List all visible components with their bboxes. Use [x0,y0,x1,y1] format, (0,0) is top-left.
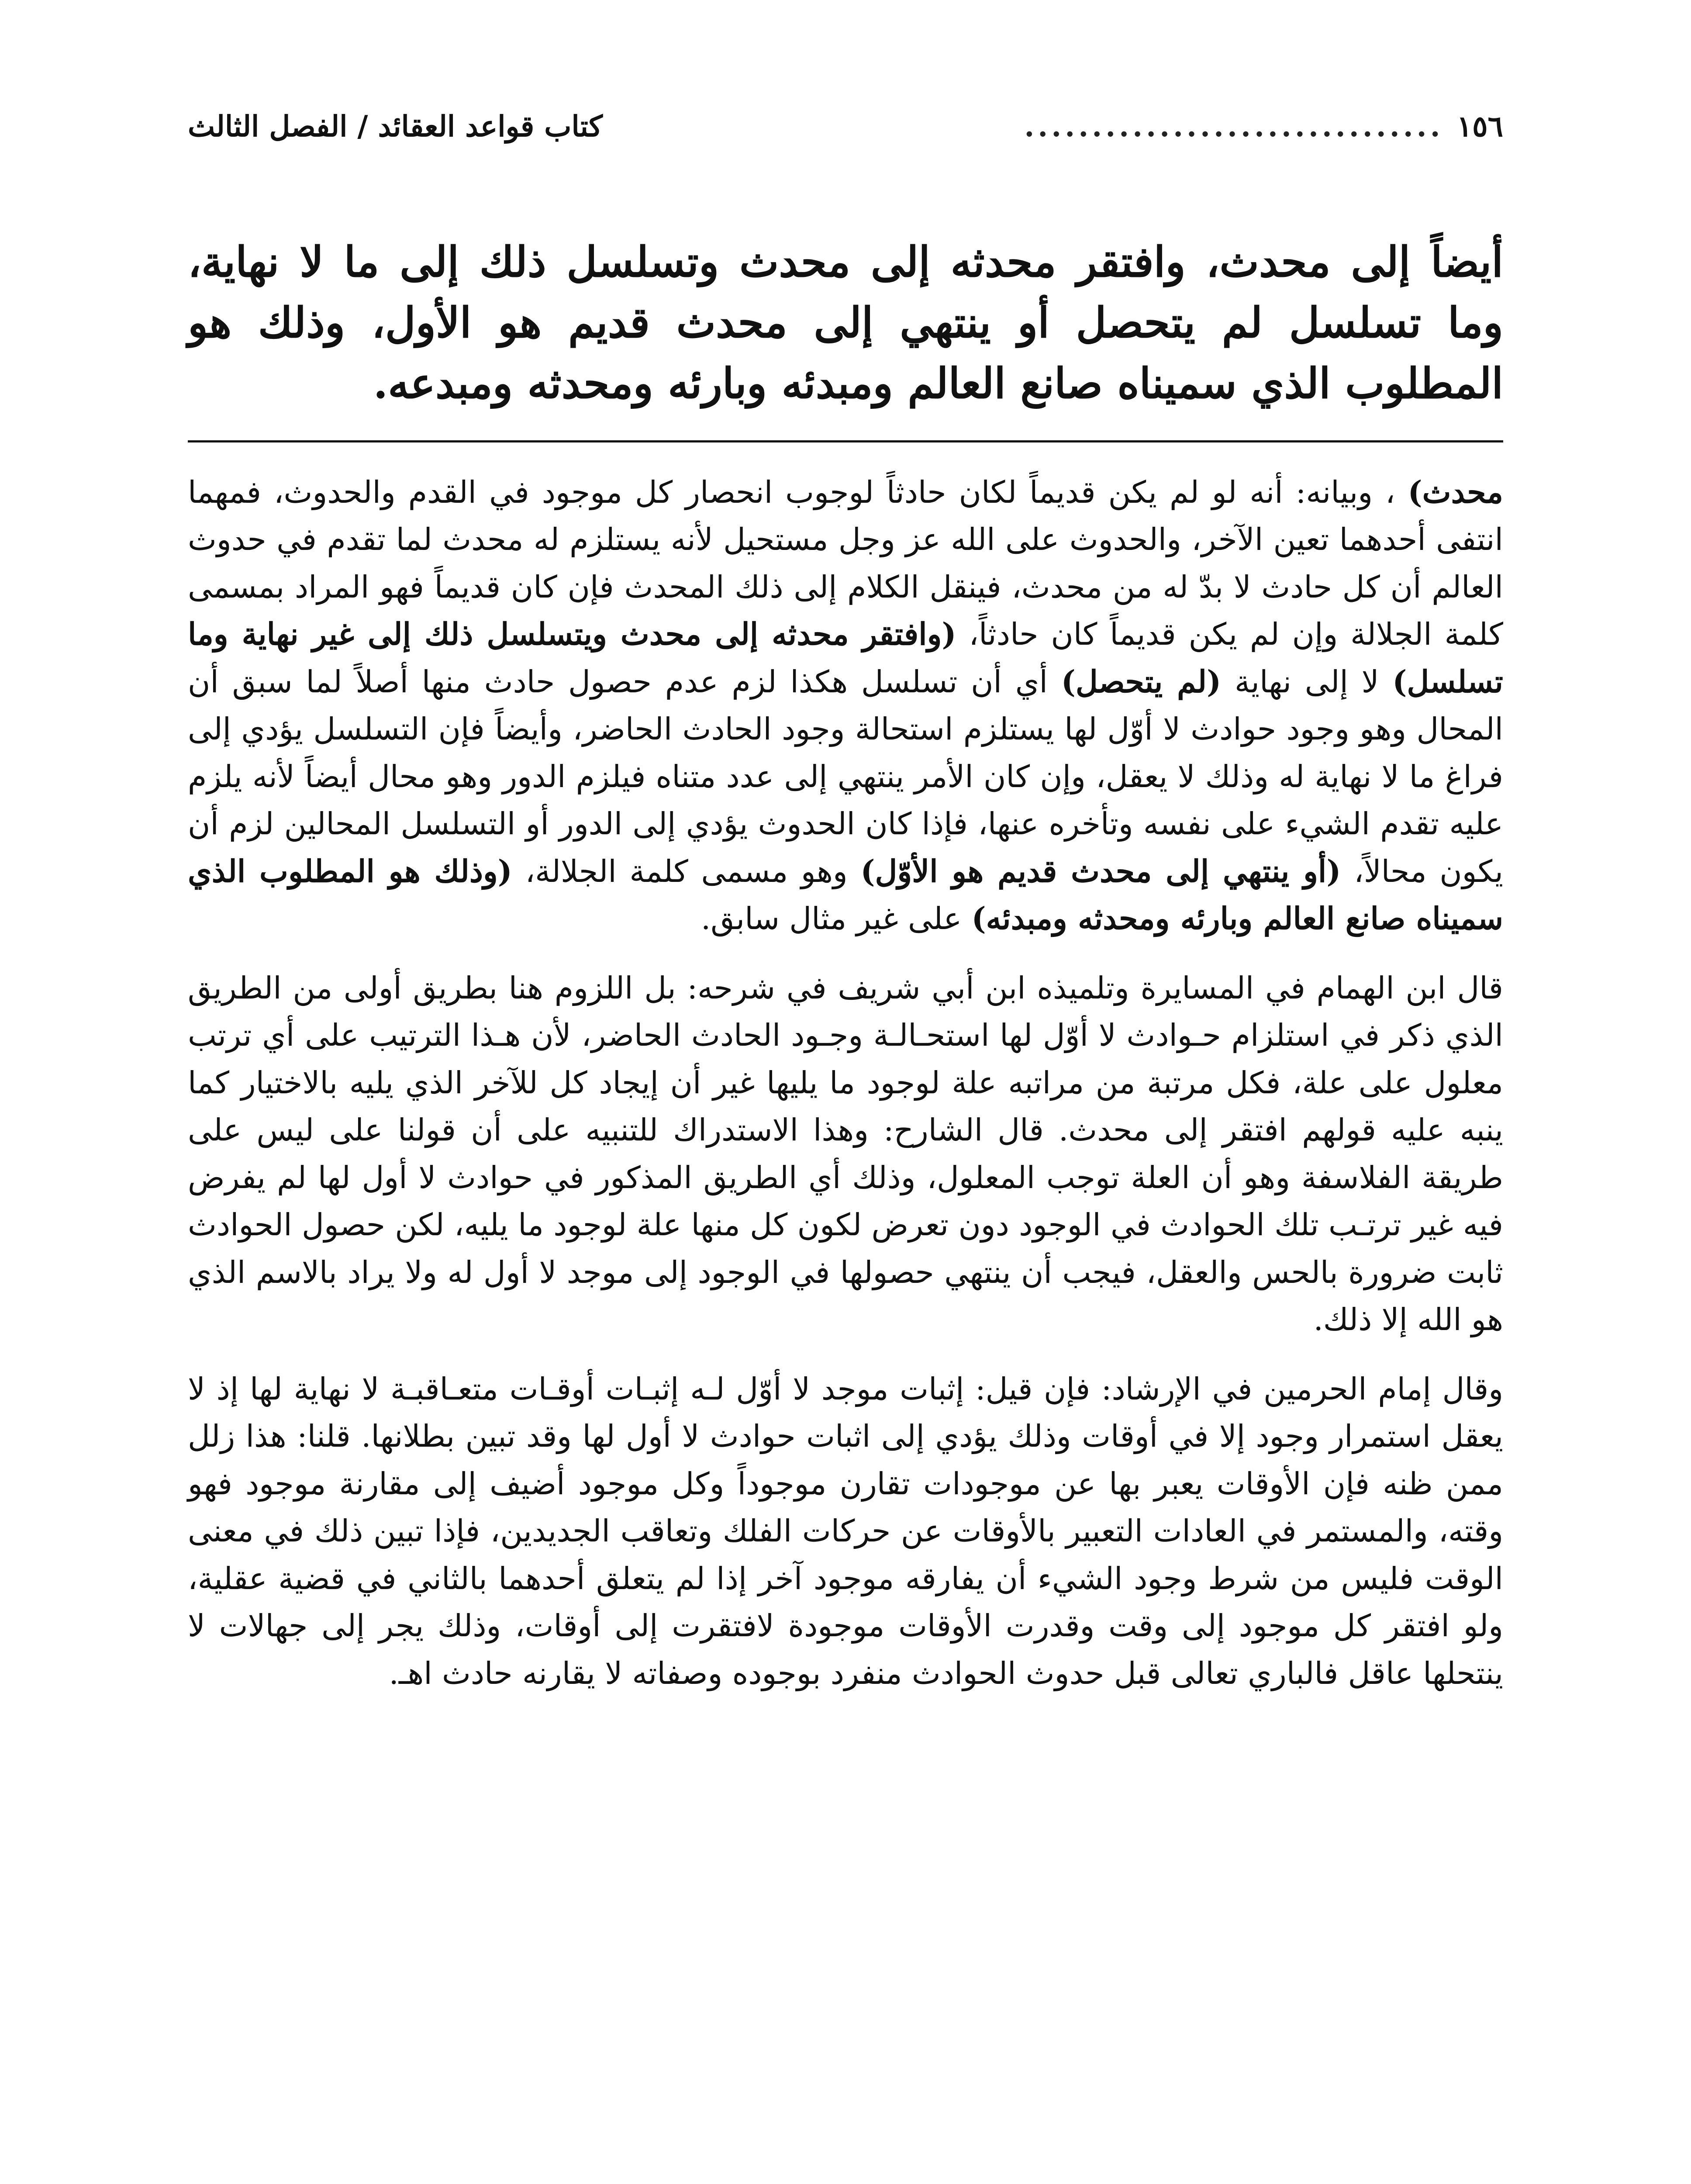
commentary-paragraph-2: قال ابن الهمام في المسايرة وتلميذه ابن أبي شريف في شرحه: بل اللزوم هنا بطريق أولى من الطريق الذي ذكر في استلزام حـوادث لا أوّل لها استحـالـة وجـود الحادث الحاضر، لأن هـذا الترتيب على أي ترتب معلول على علة، فكل مرتبة من مراتبه علة لوجود ما يليها غير أن إيجاد كل للآخر الذي يليه بالاختيار كما ينبه عليه قولهم افتقر إلى محدث. قال الشارح: وهذا الاستدراك للتنبيه على أن قولنا على ليس على طريقة الفلاسفة وهو أن العلة توجب المعلول، وذلك أي الطريق المذكور في حوادث لا أول لها لم يفرض فيه غير ترتـب تلك الحوادث في الوجود دون تعرض لكون كل منها علة لوجود ما يليه، لكن حصول الحوادث ثابت ضرورة بالحس والعقل، فيجب أن ينتهي حصولها في الوجود إلى موجد لا أول له ولا يراد بالاسم الذي هو الله إلا ذلك. [188,970,1503,1338]
commentary-paragraph-3: وقال إمام الحرمين في الإرشاد: فإن قيل: إثبات موجد لا أوّل لـه إثبـات أوقـات متعـاقبـة لا نهاية لها إذ لا يعقل استمرار وجود إلا في أوقات وذلك يؤدي إلى اثبات حوادث لا أول لها وقد تبين بطلانها. قلنا: هذا زلل ممن ظنه فإن الأوقات يعبر بها عن موجودات تقارن موجوداً وكل موجود أضيف إلى مقارنة موجود فهو وقته، والمستمر في العادات التعبير بالأوقات عن حركات الفلك وتعاقب الجديدين، فإذا تبين ذلك في معنى الوقت فليس من شرط وجود الشيء أن يفارقه موجود آخر إذا لم يتعلق أحدهما بالثاني في قضية عقلية، ولو افتقر كل موجود إلى وقت وقدرت الأوقات موجودة لافتقرت إلى أوقات، وذلك يجر إلى جهالات لا ينتحلها عاقل فالباري تعالى قبل حدوث الحوادث منفرد بوجوده وصفاته لا يقارنه حادث اهـ. [188,1371,1503,1691]
commentary-text: ، وبيانه: أنه لو لم يكن قديماً لكان حادثاً لوجوب انحصار كل موجود في القدم والحدوث، فمهما انتفى أحدهما تعين الآخر، والحدوث على الله عز وجل مستحيل لأنه يستلزم له محدث لما تقدم في حدوث العالم أن كل حادث لا بدّ له من محدث، فينقل الكلام إلى ذلك المحدث فإن كان قديماً فهو المراد بمسمى كلمة الجلالة وإن لم يكن قديماً كان حادثاً، [188,474,1503,653]
commentary [188,469,1503,1697]
page-number: ١٥٦ [1456,109,1503,143]
commentary-text: وهو مسمى كلمة الجلالة، [525,853,848,889]
commentary-text: على غير مثال سابق. [701,901,962,937]
book-chapter-title: كتاب قواعد العقائد / الفصل الثالث [188,109,603,143]
quoted-text: (وذلك هو المطلوب الذي سميناه صانع العالم وبارئه ومحدثه ومبدئه) [188,853,1503,937]
quoted-text: (لم يتحصل) [1061,663,1222,700]
main-text: أيضاً إلى محدث، وافتقر محدثه إلى محدث وتسلسل ذلك إلى ما لا نهاية، وما تسلسل لم يتحصل أو ينتهي إلى محدث قديم هو الأول، وذلك هو المطلوب الذي سميناه صانع العالم ومبدئه وبارئه ومحدثه ومبدعه. [188,237,1503,408]
quoted-text: (أو ينتهي إلى محدث قديم هو الأوّل) [860,853,1341,889]
running-header [188,109,1503,170]
commentary-text: أي أن تسلسل هكذا لزم عدم حصول حادث منها أصلاً لما سبق أن المحال وهو وجود حوادث لا أوّل لها يستلزم استحالة وجود الحادث الحاضر، وأيضاً فإن التسلسل يؤدي إلى فراغ ما لا نهاية له وذلك لا يعقل، وإن كان الأمر ينتهي إلى عدد متناه فيلزم الدور وهو محال أيضاً لأنه يلزم عليه تقدم الشيء على نفسه وتأخره عنها، فإذا كان الحدوث يؤدي إلى الدور أو التسلسل المحالين لزم أن يكون محالاً، [188,663,1503,889]
header-dot-leader: ............................... [1024,109,1444,143]
quoted-text: محدث) [1408,473,1503,510]
commentary-text: لا إلى نهاية [1234,663,1379,700]
quoted-text: (وافتقر محدثه إلى محدث ويتسلسل ذلك إلى غير نهاية وما تسلسل) [188,616,1503,700]
separator-rule [188,440,1503,442]
commentary-paragraph-1 [188,469,1503,943]
